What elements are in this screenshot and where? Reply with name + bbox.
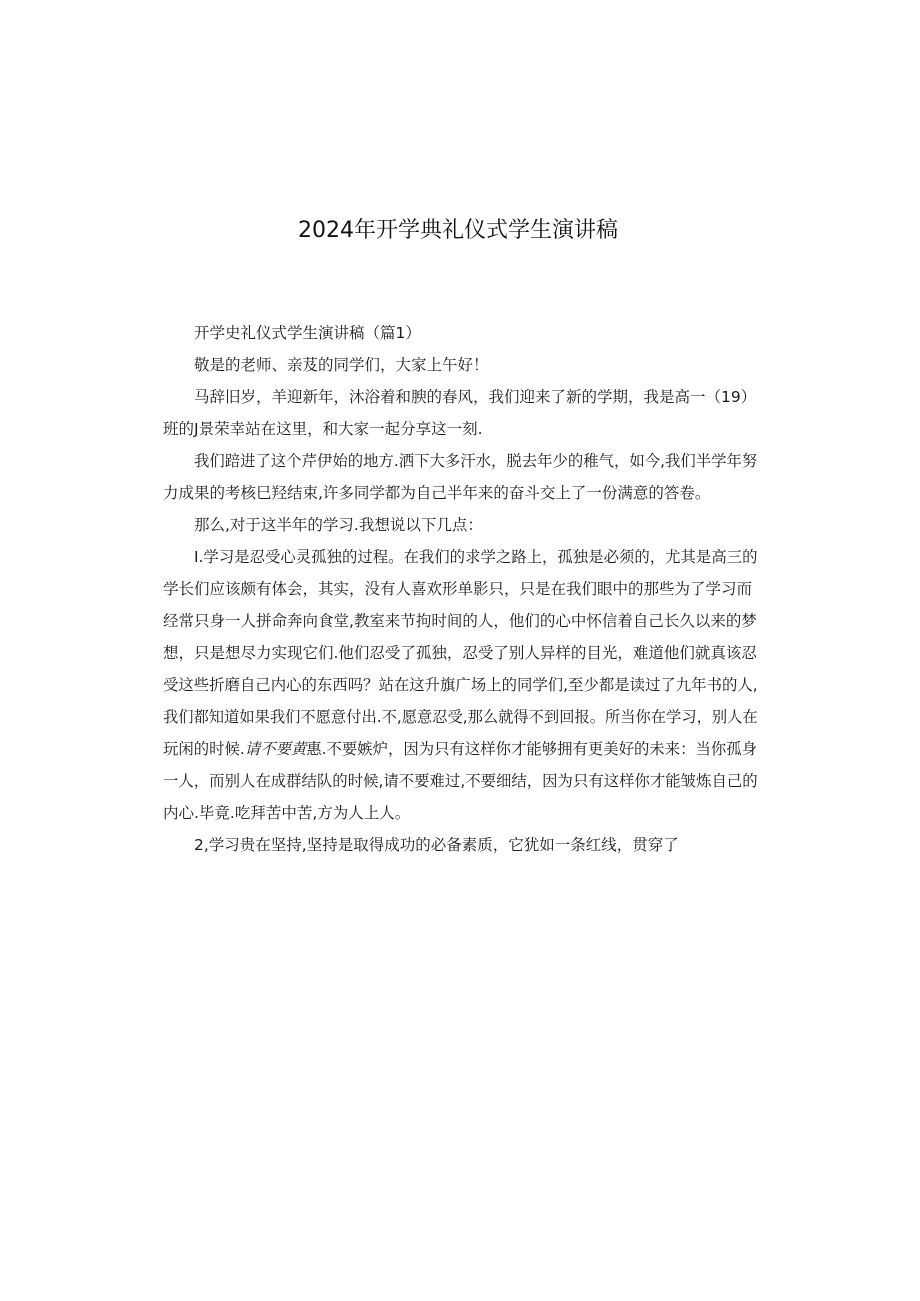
paragraph-line bbox=[163, 733, 761, 765]
paragraph-line: I.学习是忍受心灵孤独的过程。在我们的求学之路上，孤独是必须的，尤其是高三的 bbox=[194, 548, 758, 566]
italic-text-segment: 请不要黄 bbox=[244, 740, 307, 758]
paragraph-line: 想，只是想尽力实现它们.他们忍受了孤独，忍受了别人异样的目光，难道他们就真该忍 bbox=[163, 644, 757, 662]
paragraph-line: 学长们应该颇有体会，其实，没有人喜欢形单影只，只是在我们眼中的那些为了学习而 bbox=[163, 580, 753, 598]
paragraph-line: 那么,对于这半年的学习.我想说以下几点： bbox=[194, 516, 483, 534]
greeting-line: 敬是的老师、亲芨的同学们，大家上午好！ bbox=[194, 356, 489, 374]
paragraph-line: 我们都知道如果我们不愿意付出.不,愿意忍受,那么就得不到回报。所当你在学习，别人在 bbox=[163, 708, 758, 726]
paragraph-line: 2,学习贵在坚持,坚持是取得成功的必备素质，它犹如一条红线，贯穿了 bbox=[194, 836, 679, 854]
paragraph-line: 我们踣进了这个芹伊始的地方.洒下大多汗水，脱去年少的稚气，如今,我们半学年努 bbox=[194, 452, 758, 470]
paragraph-line: 一人，而别人在成群结队的时候,请不要难过,不要细结，因为只有这样你才能皱炼自己的 bbox=[163, 772, 758, 790]
text-segment: 惠.不要嫉炉，因为只有这样你才能够拥有更美好的未来：当你孤身 bbox=[306, 740, 758, 758]
paragraph-line: 班的J景荣幸站在这里，和大家一起分享这一刻. bbox=[163, 420, 483, 438]
section-heading: 开学史礼仪式学生演讲稿（篇1） bbox=[194, 324, 421, 342]
paragraph-line: 力成果的考核巳羟结束,许多同学都为自己半年来的奋斗交上了一份满意的答卷。 bbox=[163, 484, 711, 502]
paragraph-line: 内心.毕竟.吃拜苦中苦,方为人上人。 bbox=[163, 804, 411, 822]
document-body bbox=[163, 317, 761, 861]
paragraph-line: 经常只身一人拼命奔向食堂,教室来节拘时间的人，他们的心中怀信着自己长久以来的梦 bbox=[163, 612, 757, 630]
text-segment: 玩闲的时候. bbox=[163, 740, 245, 758]
paragraph-line: 受这些折磨自己内心的东西吗？站在这升旗广场上的同学们,至少都是读过了九年书的人, bbox=[163, 676, 758, 694]
paragraph-line: 马辞旧岁，羊迎新年，沐浴着和腴的春风，我们迎来了新的学期，我是高一（19） bbox=[194, 388, 757, 406]
document-title: 2024年开学典礼仪式学生演讲稿 bbox=[298, 218, 618, 243]
